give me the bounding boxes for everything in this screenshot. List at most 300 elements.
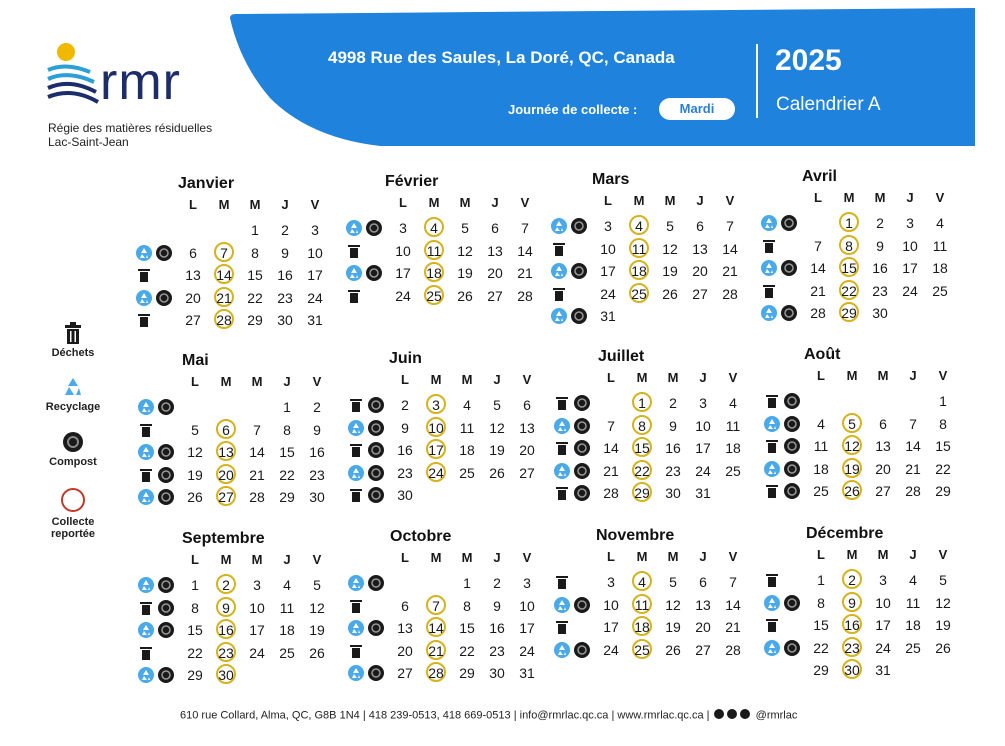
collection-day: 6	[211, 420, 241, 440]
compost-icon	[781, 260, 797, 276]
collection-day: 28	[209, 310, 239, 330]
calendar-day: 16	[309, 444, 325, 460]
calendar-day: 7	[726, 218, 734, 234]
collection-day: 18	[624, 261, 654, 281]
month-12	[758, 525, 968, 695]
weekday-header: M	[846, 368, 858, 383]
calendar-day: 31	[875, 662, 891, 678]
calendar-day: 4	[729, 395, 737, 411]
trash-icon	[346, 243, 362, 259]
calendar-day: 6	[491, 220, 499, 236]
month-name: Juillet	[598, 348, 645, 365]
calendar-day: 25	[725, 463, 741, 479]
trash-icon	[551, 286, 567, 302]
calendar-day: 19	[309, 622, 325, 638]
recycling-icon	[764, 416, 780, 432]
weekday-header: J	[909, 547, 917, 562]
compost-icon	[158, 467, 174, 483]
calendar-day: 9	[876, 238, 884, 254]
calendar-day: 22	[813, 640, 829, 656]
compost-icon	[366, 265, 382, 281]
calendar-day: 19	[489, 442, 505, 458]
compost-icon	[366, 220, 382, 236]
weekday-header: L	[814, 190, 822, 205]
calendar-day: 11	[459, 420, 475, 436]
calendar-day: 25	[279, 645, 295, 661]
calendar-day: 6	[879, 416, 887, 432]
legend-recyclage-label: Recyclage	[45, 401, 101, 413]
calendar-day: 4	[936, 215, 944, 231]
calendar-day: 23	[309, 467, 325, 483]
calendar-day: 27	[397, 665, 413, 681]
weekday-header: M	[874, 190, 886, 205]
calendar-day: 26	[489, 465, 505, 481]
trash-icon	[348, 442, 364, 458]
calendar-day: 16	[397, 442, 413, 458]
collection-day: 5	[837, 414, 867, 434]
trash-icon	[551, 241, 567, 257]
calendar-day: 9	[313, 422, 321, 438]
collection-day: 29	[627, 483, 657, 503]
trash-icon	[554, 485, 570, 501]
calendar-day: 13	[519, 420, 535, 436]
weekday-header: M	[249, 197, 261, 212]
calendar-day: 5	[939, 572, 947, 588]
calendar-day: 16	[489, 620, 505, 636]
calendar-day: 2	[876, 215, 884, 231]
recycling-icon	[764, 461, 780, 477]
calendar-day: 23	[489, 643, 505, 659]
recycling-icon	[551, 263, 567, 279]
collection-day: 24	[421, 463, 451, 483]
weekday-header: M	[667, 370, 679, 385]
calendar-day: 3	[253, 577, 261, 593]
weekday-header: M	[846, 547, 858, 562]
calendar-day: 12	[665, 597, 681, 613]
calendar-day: 25	[813, 483, 829, 499]
compost-icon	[158, 444, 174, 460]
recycling-icon	[554, 418, 570, 434]
calendar-day: 27	[875, 483, 891, 499]
collection-day: 11	[627, 595, 657, 615]
calendar-day: 9	[281, 245, 289, 261]
calendar-day: 10	[875, 595, 891, 611]
collect-day-label: Journée de collecte :	[508, 102, 638, 117]
collection-day: 30	[211, 665, 241, 685]
compost-icon	[574, 485, 590, 501]
calendar-day: 18	[459, 442, 475, 458]
month-9	[132, 530, 342, 700]
month-name: Mars	[592, 171, 630, 188]
compost-icon	[368, 620, 384, 636]
calendar-day: 22	[935, 461, 951, 477]
calendar-day: 30	[489, 665, 505, 681]
weekday-header: M	[428, 195, 440, 210]
recycling-icon	[348, 420, 364, 436]
trash-icon	[136, 312, 152, 328]
weekday-header: V	[520, 195, 530, 210]
weekday-header: V	[935, 190, 945, 205]
recycling-icon	[138, 399, 154, 415]
calendar-day: 27	[487, 288, 503, 304]
collection-day: 13	[211, 442, 241, 462]
weekday-header: L	[817, 368, 825, 383]
social-media-icon[interactable]	[713, 708, 753, 720]
compost-icon	[784, 393, 800, 409]
month-5	[132, 352, 342, 522]
calendar-day: 21	[810, 283, 826, 299]
calendar-day: 6	[401, 598, 409, 614]
calendar-day: 7	[607, 418, 615, 434]
trash-icon	[554, 619, 570, 635]
calendar-day: 5	[461, 220, 469, 236]
calendar-day: 23	[872, 283, 888, 299]
calendar-day: 3	[879, 572, 887, 588]
calendar-day: 24	[307, 290, 323, 306]
weekday-header: V	[725, 193, 735, 208]
recycling-icon	[554, 597, 570, 613]
calendar-day: 28	[725, 642, 741, 658]
weekday-header: M	[220, 374, 232, 389]
calendar-day: 31	[307, 312, 323, 328]
collection-day: 1	[627, 393, 657, 413]
calendar-day: 15	[813, 617, 829, 633]
compost-icon	[574, 440, 590, 456]
recycling-icon	[138, 577, 154, 593]
weekday-header: V	[310, 197, 320, 212]
calendar-day: 2	[313, 399, 321, 415]
weekday-header: L	[604, 193, 612, 208]
calendar-day: 17	[395, 265, 411, 281]
calendar-day: 4	[283, 577, 291, 593]
calendar-day: 27	[185, 312, 201, 328]
month-name: Octobre	[390, 528, 452, 545]
weekday-header: M	[461, 550, 473, 565]
legend-reportee-line2: reportée	[50, 528, 96, 540]
calendar-day: 28	[810, 305, 826, 321]
calendar-day: 19	[457, 265, 473, 281]
calendar-day: 27	[695, 642, 711, 658]
calendar-day: 7	[253, 422, 261, 438]
calendar-day: 20	[397, 643, 413, 659]
compost-icon	[368, 465, 384, 481]
trash-icon	[764, 617, 780, 633]
weekday-header: V	[522, 550, 532, 565]
trash-icon	[138, 645, 154, 661]
month-4	[755, 168, 965, 338]
weekday-header: M	[843, 190, 855, 205]
footer-email[interactable]: info@rmrlac.qc.ca	[519, 709, 609, 722]
trash-icon	[348, 397, 364, 413]
collection-day: 25	[624, 284, 654, 304]
calendar-day: 11	[905, 595, 921, 611]
calendar-day: 16	[665, 440, 681, 456]
compost-icon	[574, 463, 590, 479]
calendar-day: 6	[699, 574, 707, 590]
calendar-day: 30	[397, 487, 413, 503]
calendar-day: 29	[279, 489, 295, 505]
collection-day: 16	[837, 615, 867, 635]
weekday-header: J	[493, 550, 501, 565]
compost-icon	[158, 577, 174, 593]
calendar-day: 25	[905, 640, 921, 656]
calendar-day: 18	[813, 461, 829, 477]
calendar-day: 17	[695, 440, 711, 456]
trash-icon	[764, 393, 780, 409]
recycling-icon	[761, 260, 777, 276]
calendar-day: 22	[247, 290, 263, 306]
month-7	[548, 348, 758, 518]
calendar-day: 14	[603, 440, 619, 456]
month-6	[342, 350, 552, 520]
weekday-header: V	[938, 368, 948, 383]
calendar-day: 3	[604, 218, 612, 234]
calendar-day: 17	[600, 263, 616, 279]
calendar-day: 3	[607, 574, 615, 590]
calendar-day: 31	[600, 308, 616, 324]
calendar-day: 6	[523, 397, 531, 413]
recycling-icon	[764, 595, 780, 611]
legend-dechets	[40, 322, 106, 359]
collection-day: 12	[837, 436, 867, 456]
calendar-day: 20	[487, 265, 503, 281]
compost-icon	[158, 399, 174, 415]
weekday-header: L	[401, 372, 409, 387]
calendar-day: 21	[517, 265, 533, 281]
calendar-day: 21	[725, 619, 741, 635]
compost-icon	[571, 308, 587, 324]
calendar-day: 11	[932, 238, 948, 254]
compost-icon	[784, 483, 800, 499]
calendar-day: 12	[489, 420, 505, 436]
compost-icon	[368, 420, 384, 436]
calendar-day: 11	[279, 600, 295, 616]
weekday-header: L	[191, 552, 199, 567]
calendar-day: 20	[185, 290, 201, 306]
weekday-header: M	[220, 552, 232, 567]
weekday-header: M	[633, 193, 645, 208]
compost-icon	[574, 642, 590, 658]
month-name: Janvier	[178, 175, 235, 192]
calendar-day: 20	[875, 461, 891, 477]
calendar-day: 18	[725, 440, 741, 456]
collection-day: 18	[627, 617, 657, 637]
calendar-day: 18	[905, 617, 921, 633]
calendar-day: 17	[307, 267, 323, 283]
footer	[180, 708, 797, 723]
collection-day: 16	[211, 620, 241, 640]
collection-day: 4	[627, 572, 657, 592]
collection-day: 22	[627, 461, 657, 481]
calendar-day: 15	[247, 267, 263, 283]
calendar-day: 17	[603, 619, 619, 635]
weekday-header: M	[636, 370, 648, 385]
weekday-header: V	[728, 370, 738, 385]
footer-website[interactable]: www.rmrlac.qc.ca	[617, 709, 704, 722]
collection-day: 27	[211, 487, 241, 507]
calendar-day: 21	[603, 463, 619, 479]
trash-icon	[554, 574, 570, 590]
calendar-day: 14	[249, 444, 265, 460]
weekday-header: M	[877, 368, 889, 383]
compost-icon	[158, 622, 174, 638]
month-name: Septembre	[182, 530, 265, 547]
calendar-day: 19	[935, 617, 951, 633]
weekday-header: L	[817, 547, 825, 562]
footer-address: 610 rue Collard, Alma, QC, G8B 1N4	[180, 709, 360, 722]
calendar-day: 5	[191, 422, 199, 438]
calendar-day: 4	[463, 397, 471, 413]
trash-icon	[764, 483, 780, 499]
calendar-day: 7	[909, 416, 917, 432]
calendar-day: 1	[939, 393, 947, 409]
calendar-day: 4	[909, 572, 917, 588]
month-8	[758, 346, 968, 516]
collection-day: 23	[837, 638, 867, 658]
calendar-day: 30	[665, 485, 681, 501]
calendar-day: 13	[695, 597, 711, 613]
calendar-day: 7	[814, 238, 822, 254]
calendar-day: 12	[457, 243, 473, 259]
weekday-header: J	[906, 190, 914, 205]
calendar-day: 23	[277, 290, 293, 306]
trash-icon	[554, 395, 570, 411]
trash-icon	[764, 438, 780, 454]
collection-day: 2	[837, 570, 867, 590]
calendar-day: 10	[519, 598, 535, 614]
collection-day: 7	[209, 243, 239, 263]
weekday-header: J	[699, 370, 707, 385]
address-title: 4998 Rue des Saules, La Doré, QC, Canada	[328, 48, 675, 67]
calendar-day: 8	[463, 598, 471, 614]
calendar-day: 21	[722, 263, 738, 279]
month-name: Avril	[802, 168, 837, 185]
weekday-header: V	[312, 374, 322, 389]
calendar-day: 27	[519, 465, 535, 481]
trash-icon	[348, 643, 364, 659]
trash-icon	[761, 283, 777, 299]
calendar-day: 13	[397, 620, 413, 636]
calendar-day: 12	[935, 595, 951, 611]
trash-icon	[346, 288, 362, 304]
calendar-day: 21	[905, 461, 921, 477]
calendar-day: 12	[662, 241, 678, 257]
recycling-icon	[348, 575, 364, 591]
weekday-header: M	[636, 549, 648, 564]
recycling-icon	[136, 290, 152, 306]
footer-handle[interactable]: @rmrlac	[755, 709, 798, 722]
compost-icon	[784, 438, 800, 454]
calendar-day: 10	[695, 418, 711, 434]
month-name: Mai	[182, 352, 209, 369]
calendar-day: 20	[695, 619, 711, 635]
calendar-day: 25	[932, 283, 948, 299]
calendar-day: 19	[662, 263, 678, 279]
collect-day-badge: Mardi	[659, 98, 735, 120]
calendar-day: 2	[669, 395, 677, 411]
calendar-day: 30	[277, 312, 293, 328]
calendar-day: 1	[817, 572, 825, 588]
calendar-day: 31	[695, 485, 711, 501]
collection-day: 15	[834, 258, 864, 278]
collection-day: 21	[421, 641, 451, 661]
month-name: Décembre	[806, 525, 884, 542]
calendar-day: 15	[279, 444, 295, 460]
trash-icon	[138, 422, 154, 438]
calendar-day: 17	[519, 620, 535, 636]
calendar-day: 26	[662, 286, 678, 302]
calendar-day: 14	[517, 243, 533, 259]
month-3	[545, 171, 755, 341]
calendar-day: 17	[249, 622, 265, 638]
logo-subtitle	[48, 121, 212, 149]
calendar-day: 30	[309, 489, 325, 505]
trash-icon	[554, 440, 570, 456]
collection-day: 7	[421, 596, 451, 616]
month-name: Novembre	[596, 527, 675, 544]
collection-day: 29	[834, 303, 864, 323]
collection-day: 14	[421, 618, 451, 638]
calendar-day: 18	[279, 622, 295, 638]
calendar-day: 16	[277, 267, 293, 283]
calendar-day: 19	[187, 467, 203, 483]
compost-icon	[781, 215, 797, 231]
calendar-day: 22	[279, 467, 295, 483]
calendar-day: 10	[395, 243, 411, 259]
legend-compost-label: Compost	[49, 456, 97, 468]
calendar-day: 15	[459, 620, 475, 636]
social-icons[interactable]	[713, 708, 753, 723]
calendar-day: 24	[695, 463, 711, 479]
month-1	[130, 175, 340, 345]
calendar-day: 26	[665, 642, 681, 658]
calendar-day: 18	[932, 260, 948, 276]
collection-day: 15	[627, 438, 657, 458]
compost-icon	[62, 431, 84, 453]
calendar-day: 1	[463, 575, 471, 591]
calendar-day: 2	[493, 575, 501, 591]
calendar-day: 8	[283, 422, 291, 438]
footer-separator: |	[362, 709, 366, 722]
compost-icon	[368, 442, 384, 458]
trash-icon	[138, 600, 154, 616]
compost-icon	[574, 597, 590, 613]
compost-icon	[574, 418, 590, 434]
compost-icon	[571, 218, 587, 234]
collection-day: 25	[627, 640, 657, 660]
calendar-day: 11	[725, 418, 741, 434]
recycling-icon	[138, 444, 154, 460]
calendar-day: 8	[191, 600, 199, 616]
recycling-icon	[554, 642, 570, 658]
calendar-day: 2	[401, 397, 409, 413]
calendar-day: 5	[493, 397, 501, 413]
calendar-day: 22	[459, 643, 475, 659]
calendar-day: 17	[875, 617, 891, 633]
calendar-day: 13	[692, 241, 708, 257]
calendar-day: 3	[906, 215, 914, 231]
calendar-day: 27	[692, 286, 708, 302]
calendar-day: 22	[187, 645, 203, 661]
collection-day: 28	[421, 663, 451, 683]
calendar-day: 12	[309, 600, 325, 616]
calendar-day: 1	[251, 222, 259, 238]
weekday-header: M	[251, 552, 263, 567]
weekday-header: M	[459, 195, 471, 210]
weekday-header: J	[699, 549, 707, 564]
recycling-icon	[348, 665, 364, 681]
collection-day: 22	[834, 281, 864, 301]
